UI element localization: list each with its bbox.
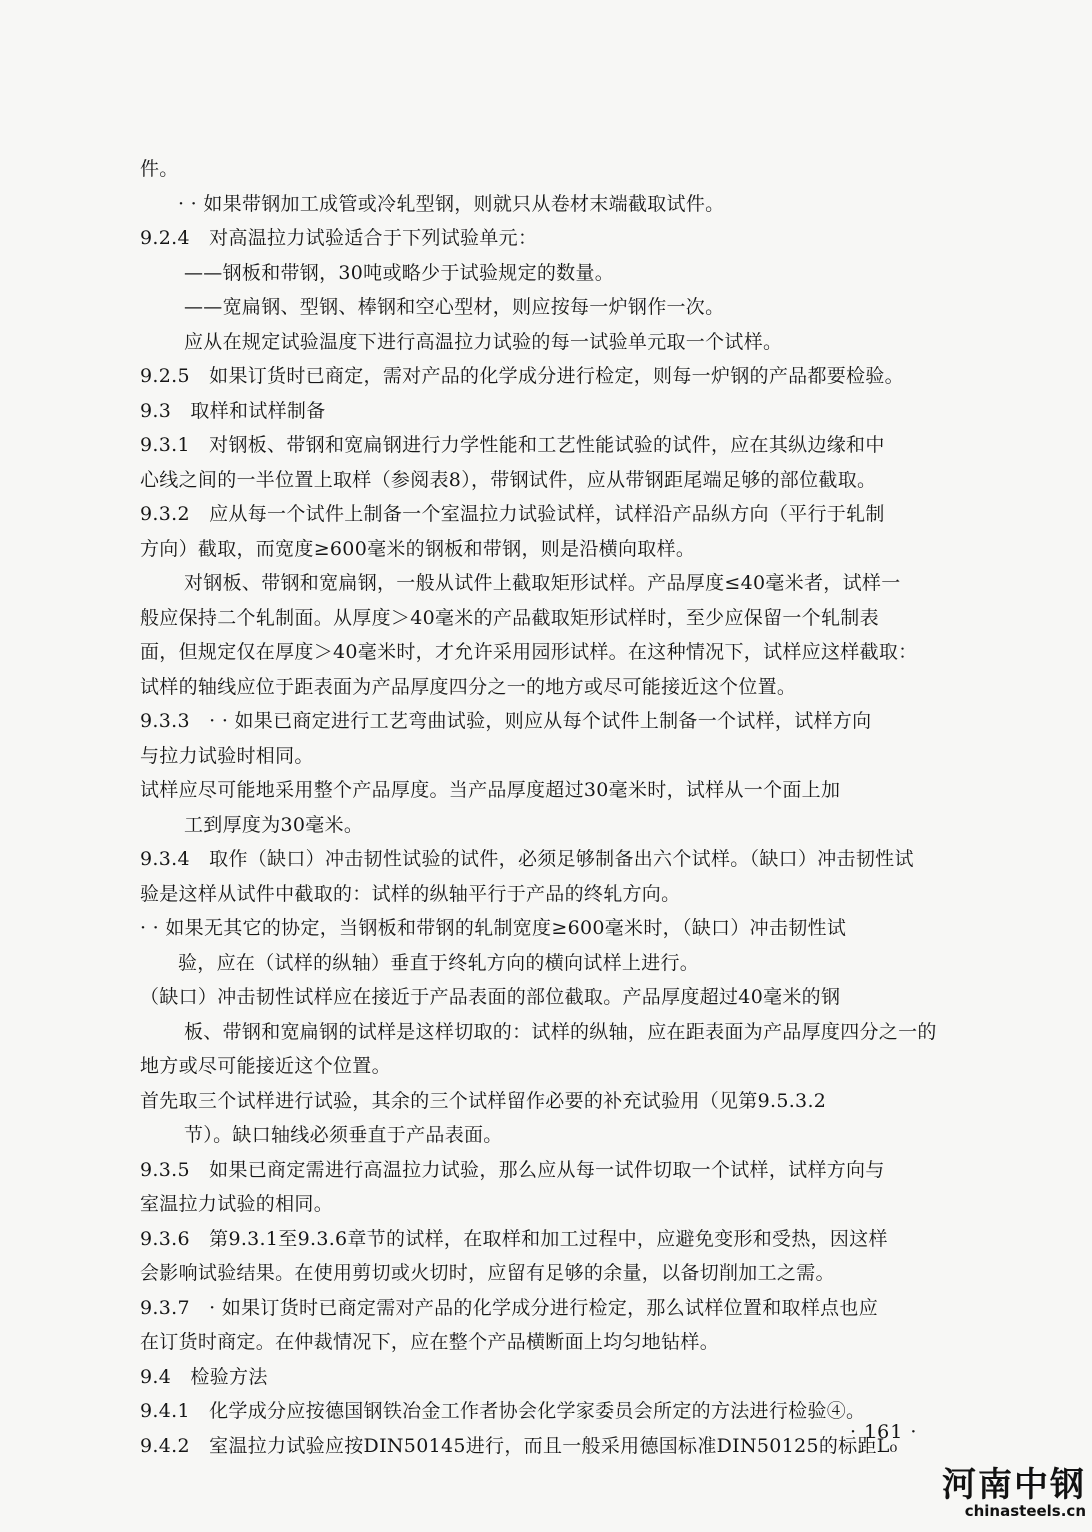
text-line: 板、带钢和宽扁钢的试样是这样切取的：试样的纵轴，应在距表面为产品厚度四分之一的	[140, 1015, 970, 1050]
text-line: 首先取三个试样进行试验，其余的三个试样留作必要的补充试验用（见第9.5.3.2	[140, 1084, 970, 1119]
text-line: 在订货时商定。在仲裁情况下，应在整个产品横断面上均匀地钻样。	[140, 1325, 970, 1360]
text-line: 室温拉力试验的相同。	[140, 1187, 970, 1222]
text-line: 试样应尽可能地采用整个产品厚度。当产品厚度超过30毫米时，试样从一个面上加	[140, 773, 970, 808]
section-heading: 9.4.2 室温拉力试验应按DIN50145进行，而且一般采用德国标准DIN50125的标距L₀	[140, 1429, 970, 1464]
text-line: 工到厚度为30毫米。	[140, 808, 970, 843]
text-line: 对钢板、带钢和宽扁钢，一般从试件上截取矩形试样。产品厚度≤40毫米者，试样一	[140, 566, 970, 601]
text-line: （缺口）冲击韧性试样应在接近于产品表面的部位截取。产品厚度超过40毫米的钢	[140, 980, 970, 1015]
watermark-cn: 河南中钢	[942, 1467, 1086, 1503]
text-line: 节）。缺口轴线必须垂直于产品表面。	[140, 1118, 970, 1153]
text-line: 9.3.1 对钢板、带钢和宽扁钢进行力学性能和工艺性能试验的试件，应在其纵边缘和中	[140, 428, 970, 463]
text-line: 9.3.3 · · 如果已商定进行工艺弯曲试验，则应从每个试件上制备一个试样，试样方向	[140, 704, 970, 739]
text-line: 9.2.4 对高温拉力试验适合于下列试验单元：	[140, 221, 970, 256]
text-line: 9.4 检验方法	[140, 1360, 970, 1395]
text-line: 般应保持二个轧制面。从厚度＞40毫米的产品截取矩形试样时，至少应保留一个轧制表	[140, 601, 970, 636]
text-line: 会影响试验结果。在使用剪切或火切时，应留有足够的余量，以备切削加工之需。	[140, 1256, 970, 1291]
text-line	[140, 1498, 970, 1532]
text-line: 方向）截取，而宽度≥600毫米的钢板和带钢，则是沿横向取样。	[140, 532, 970, 567]
text-line: ——宽扁钢、型钢、棒钢和空心型材，则应按每一炉钢作一次。	[140, 290, 970, 325]
text-line: 与拉力试验时相同。	[140, 739, 970, 774]
page-number: · 161 ·	[850, 1421, 917, 1443]
text-line: 地方或尽可能接近这个位置。	[140, 1049, 970, 1084]
text-line: 应从在规定试验温度下进行高温拉力试验的每一试验单元取一个试样。	[140, 325, 970, 360]
section-heading: 9.3 取样和试样制备	[140, 394, 970, 429]
watermark-logo	[942, 1467, 1086, 1519]
watermark-en: chinasteels.cn	[942, 1503, 1086, 1519]
body-text	[140, 152, 970, 1532]
text-line: 件。	[140, 152, 970, 187]
text-line: 9.3.6 第9.3.1至9.3.6章节的试样，在取样和加工过程中，应避免变形和受热，因这样	[140, 1222, 970, 1257]
text-line	[140, 1463, 970, 1498]
text-line: 验是这样从试件中截取的：试样的纵轴平行于产品的终轧方向。	[140, 877, 970, 912]
text-line: 面，但规定仅在厚度＞40毫米时，才允许采用园形试样。在这种情况下，试样应这样截取：	[140, 635, 970, 670]
text-line: 9.3.2 应从每一个试件上制备一个室温拉力试验试样，试样沿产品纵方向（平行于轧制	[140, 497, 970, 532]
text-line: · · 如果带钢加工成管或冷轧型钢，则就只从卷材末端截取试件。	[140, 187, 970, 222]
text-line: 验，应在（试样的纵轴）垂直于终轧方向的横向试样上进行。	[140, 946, 970, 981]
text-line: 试样的轴线应位于距表面为产品厚度四分之一的地方或尽可能接近这个位置。	[140, 670, 970, 705]
text-line: · · 如果无其它的协定，当钢板和带钢的轧制宽度≥600毫米时，（缺口）冲击韧性试	[140, 911, 970, 946]
text-line: 9.4.1 化学成分应按德国钢铁冶金工作者协会化学家委员会所定的方法进行检验④。	[140, 1394, 970, 1429]
text-line: 心线之间的一半位置上取样（参阅表8），带钢试件，应从带钢距尾端足够的部位截取。	[140, 463, 970, 498]
text-line: 9.3.5 如果已商定需进行高温拉力试验，那么应从每一试件切取一个试样，试样方向与	[140, 1153, 970, 1188]
text-line: 9.3.4 取作（缺口）冲击韧性试验的试件，必须足够制备出六个试样。（缺口）冲击韧性试	[140, 842, 970, 877]
text-line: 9.3.7 · 如果订货时已商定需对产品的化学成分进行检定，那么试样位置和取样点也应	[140, 1291, 970, 1326]
text-line: 9.2.5 如果订货时已商定，需对产品的化学成分进行检定，则每一炉钢的产品都要检验。	[140, 359, 970, 394]
text-line: ——钢板和带钢，30吨或略少于试验规定的数量。	[140, 256, 970, 291]
